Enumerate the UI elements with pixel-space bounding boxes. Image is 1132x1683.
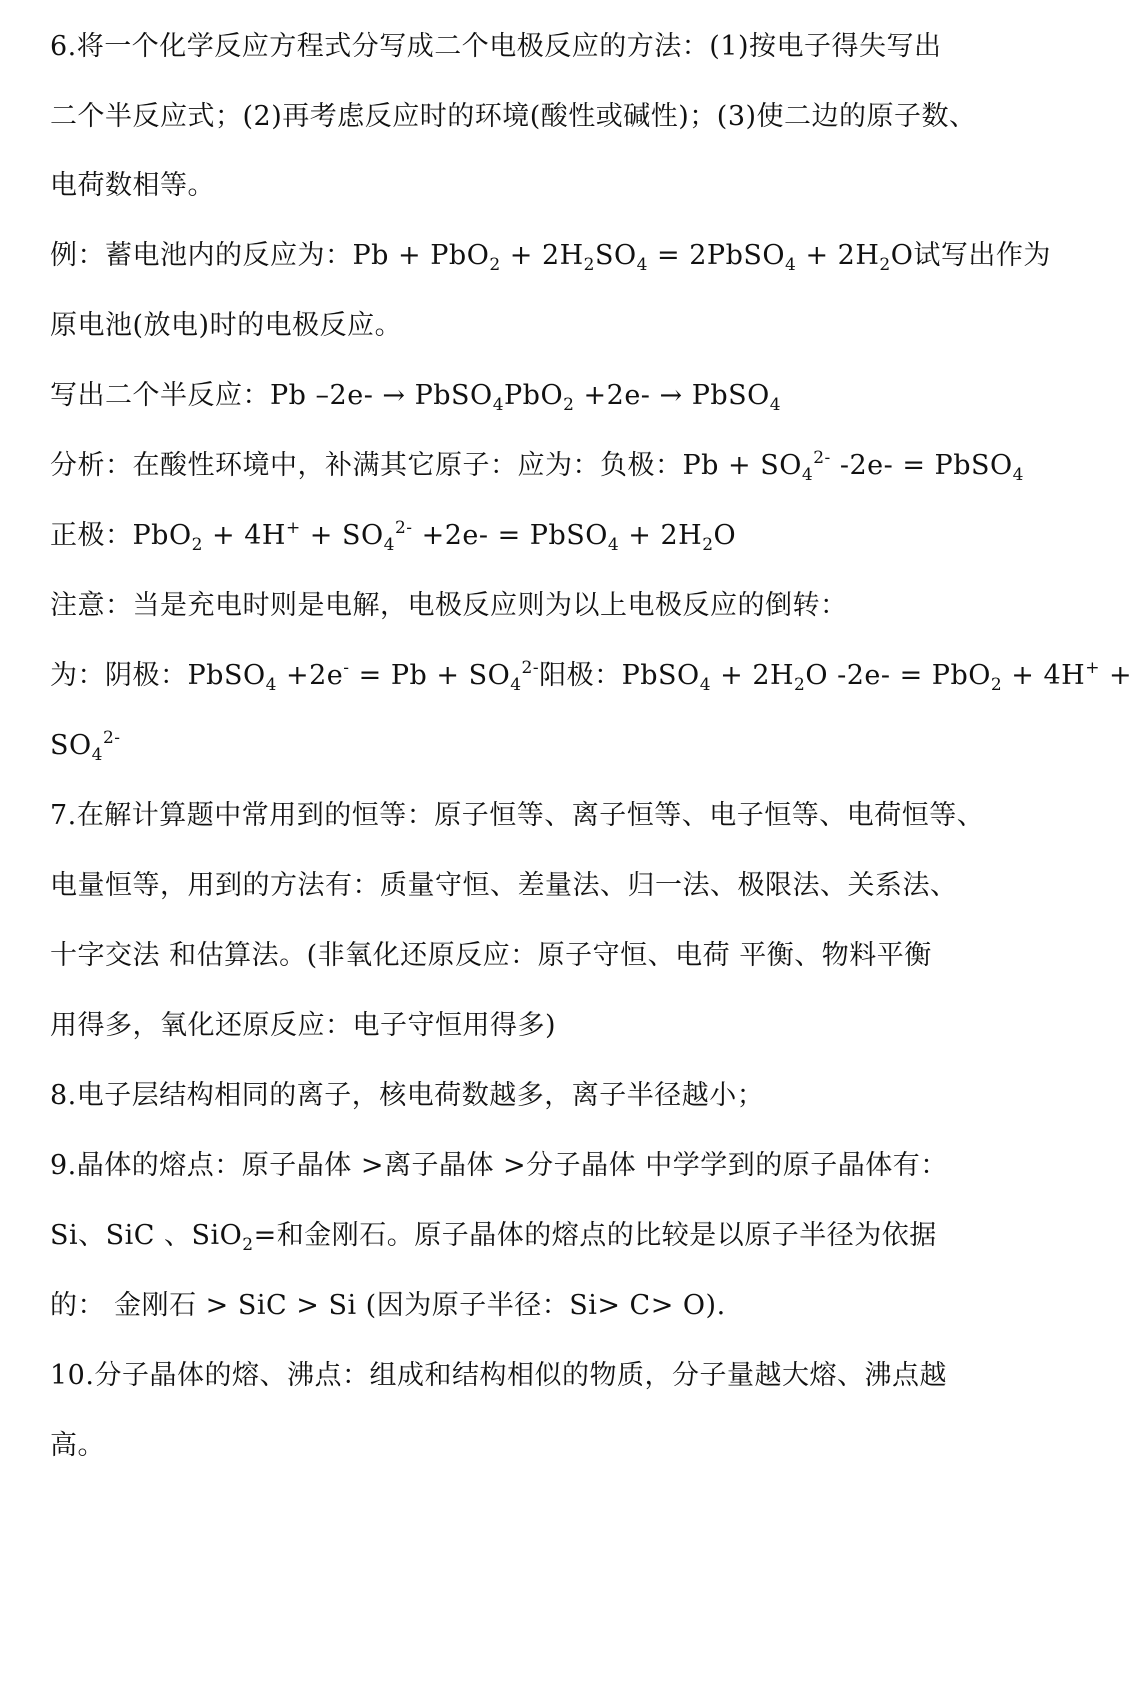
p6-line-2: 二个半反应式；(2)再考虑反应时的环境(酸性或碱性)；(3)使二边的原子数、 [50,101,977,132]
p9-line-2: Si、SiC 、SiO$_2$=和金刚石。原子晶体的熔点的比较是以原子半径为依据 [50,1220,937,1255]
p10-line-1: 10.分子晶体的熔、沸点：组成和结构相似的物质，分子量越大熔、沸点越 [50,1360,947,1391]
p8-line: 8.电子层结构相同的离子，核电荷数越多，离子半径越小； [50,1080,765,1111]
p6-line-1: 6.将一个化学反应方程式分写成二个电极反应的方法：(1)按电子得失写出 [50,31,942,62]
half-reactions-line: 写出二个半反应：Pb –2e- → PbSO$_4$PbO$_2$ +2e- → PbSO$_4$ [50,380,782,415]
p9-line-3: 的： 金刚石 > SiC > Si (因为原子半径：Si> C> O). [50,1290,726,1321]
analysis-line: 分析：在酸性环境中，补满其它原子：应为：负极：$Pb + SO_4^{2-}$ -2e- = PbSO$_4$ [50,448,1024,485]
p7-line-2: 电量恒等，用到的方法有：质量守恒、差量法、归一法、极限法、关系法、 [50,870,958,901]
p6-line-3: 电荷数相等。 [50,170,215,201]
example-line-2: 原电池(放电)时的电极反应。 [50,310,403,341]
p10-line-2: 高。 [50,1430,105,1461]
charge-line-1: 为：阴极：PbSO$_4$ $+2e^- = Pb + SO_4^{2-}$阳极：PbSO$_4$ + $2H_2O$ -2e- = PbO$_2$ + 4H+ + [50,658,1132,695]
p7-line-4: 用得多，氧化还原反应：电子守恒用得多) [50,1010,557,1041]
p7-line-1: 7.在解计算题中常用到的恒等：原子恒等、离子恒等、电子恒等、电荷恒等、 [50,800,985,831]
note-line: 注意：当是充电时则是电解，电极反应则为以上电极反应的倒转： [50,590,848,621]
p9-line-1: 9.晶体的熔点：原子晶体 >离子晶体 >分子晶体 中学学到的原子晶体有： [50,1150,948,1181]
positive-electrode-line: 正极：$PbO_2 + 4H^+ + SO_4^{2-} +2e-$ = PbSO$_4$ + $2H_2O$ [50,518,737,555]
p7-line-3: 十字交法 和估算法。(非氧化还原反应：原子守恒、电荷 平衡、物料平衡 [50,940,932,971]
charge-line-2: $SO_4^{2-}$ [50,728,121,765]
example-line-1: 例：蓄电池内的反应为：$Pb + PbO_2 + 2H_2SO_4$ = 2PbSO$_4$ + $2H_2O$试写出作为 [50,240,1051,275]
